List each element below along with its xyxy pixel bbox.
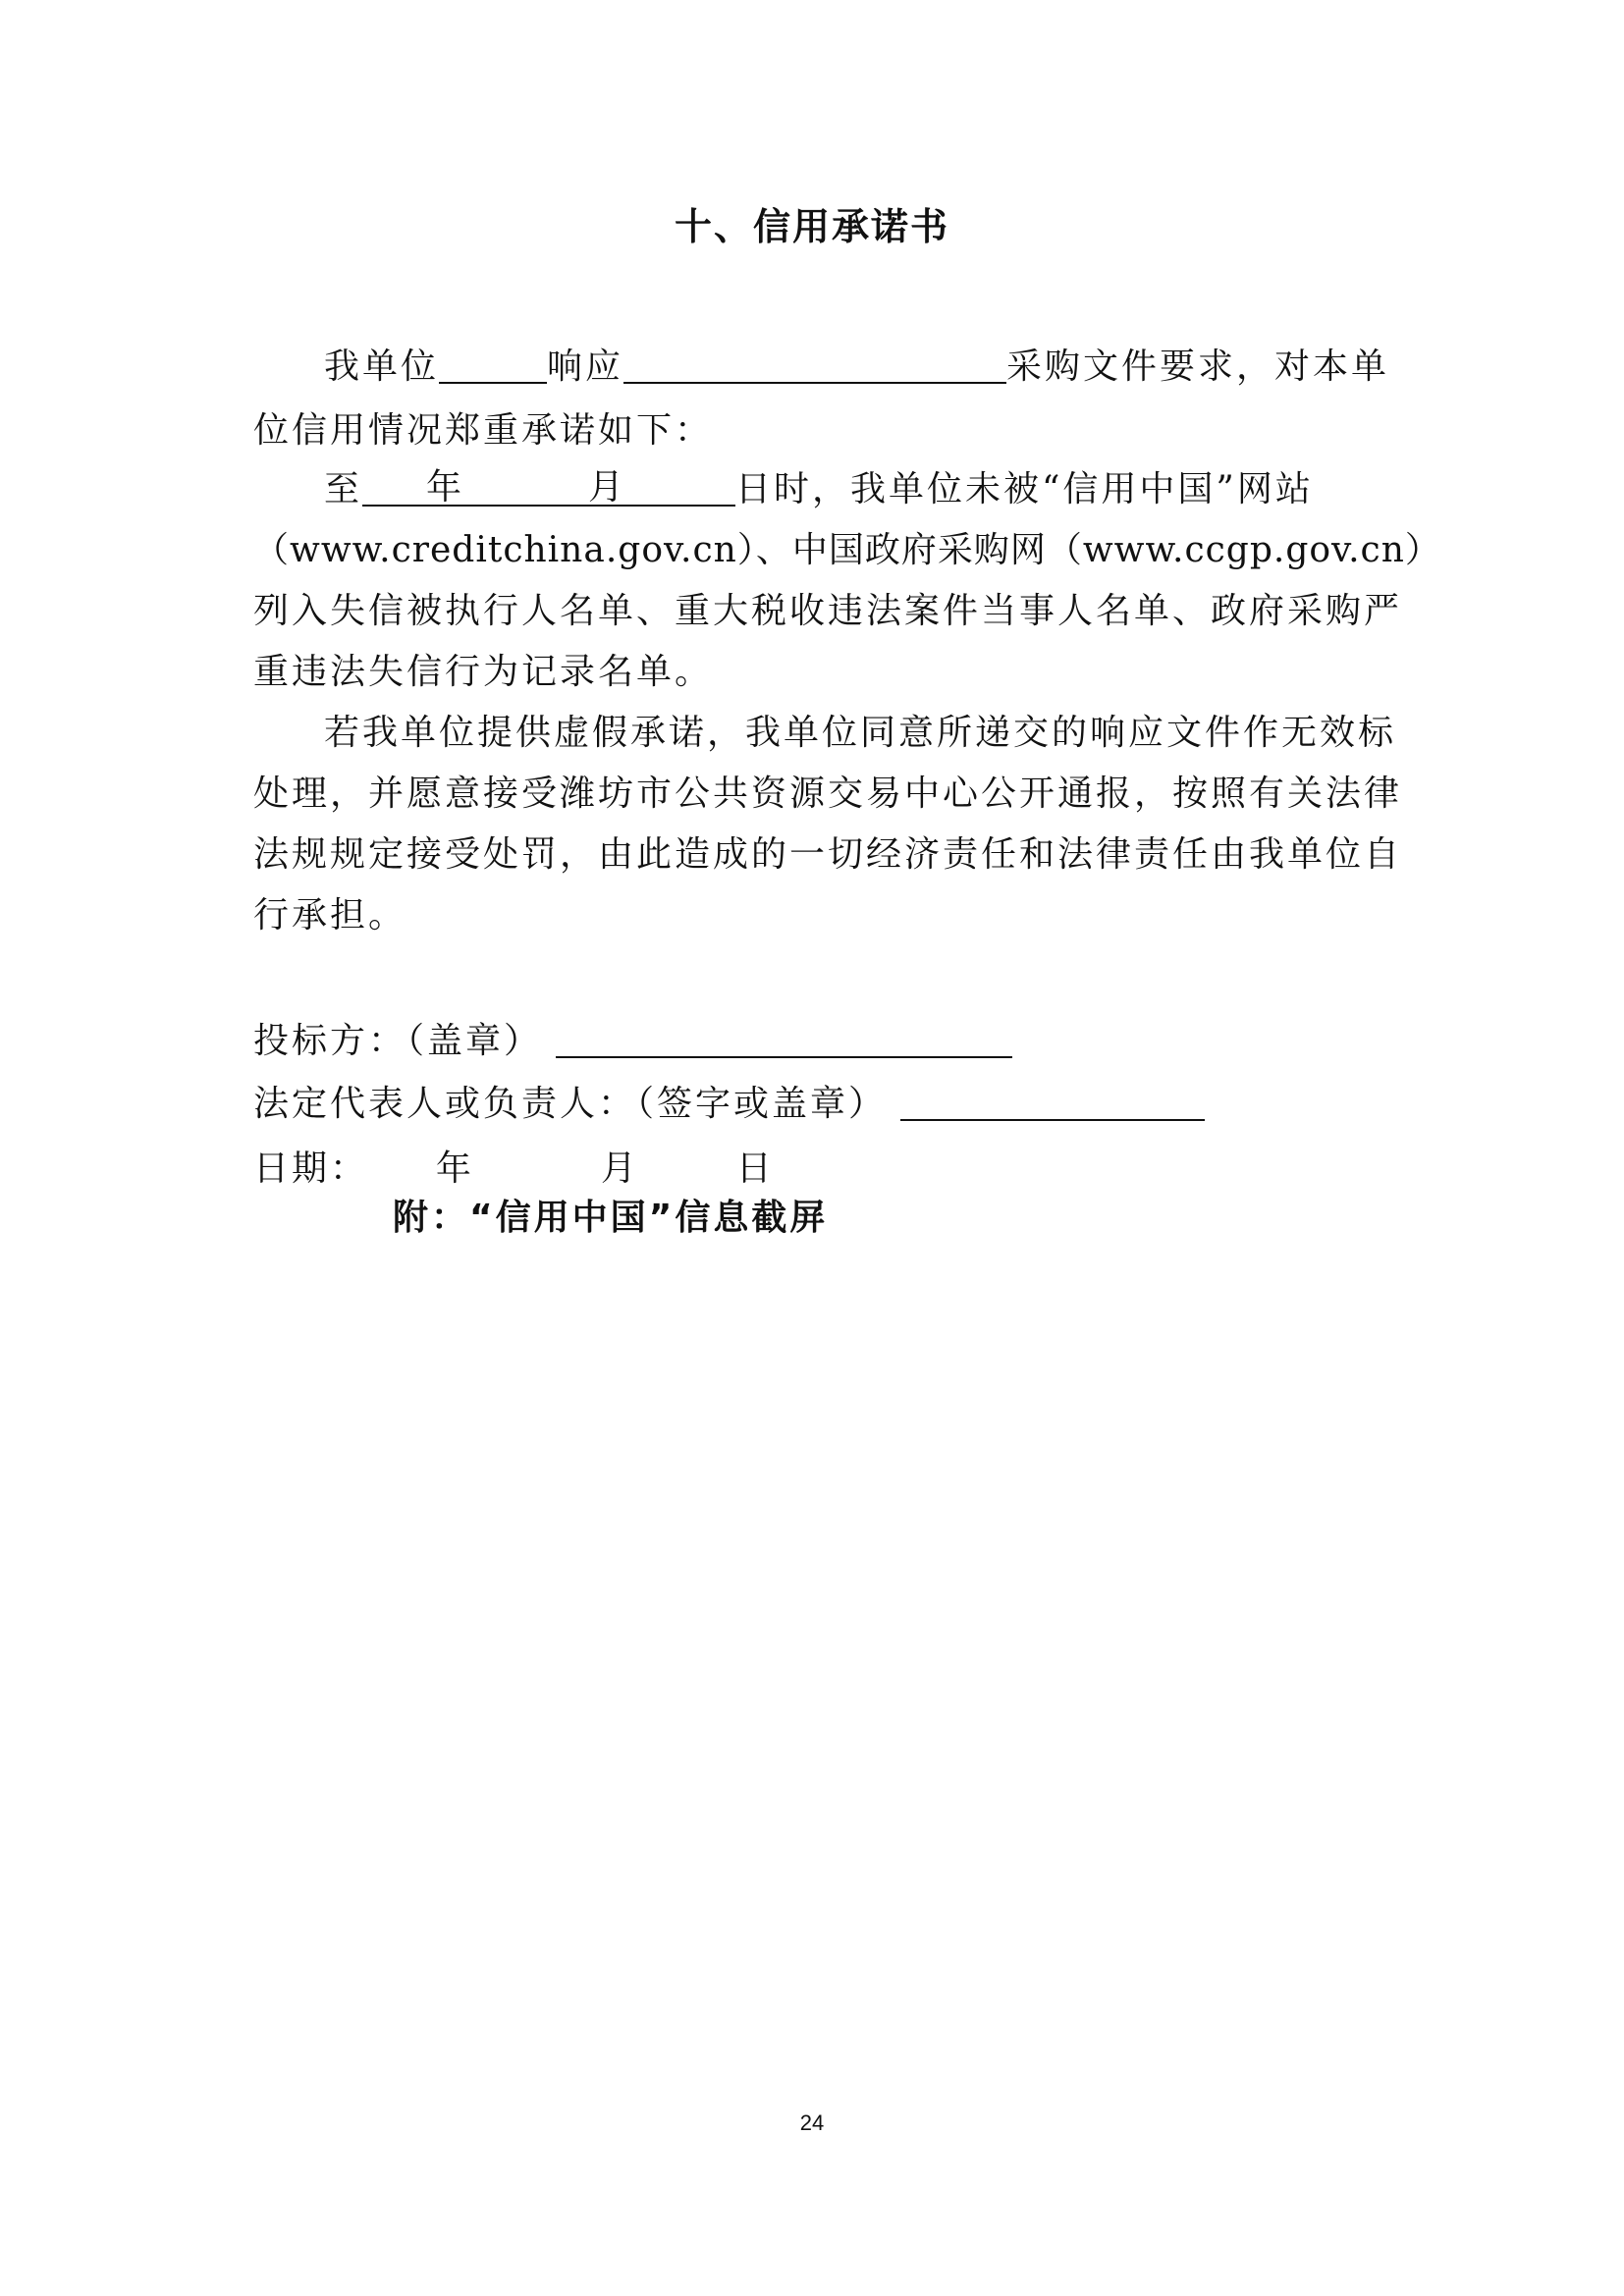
date-row — [253, 1141, 775, 1191]
para2-suffix: 日时，我单位未被“信用中国”网站 — [735, 469, 1314, 509]
para3-line4: 行承担。 — [253, 895, 407, 935]
para3-line1-text: 若我单位提供虚假承诺，我单位同意所递交的响应文件作无效标 — [324, 713, 1397, 753]
representative-label: 法定代表人或负责人：（签字或盖章） — [253, 1084, 888, 1124]
para3-line1 — [253, 705, 1397, 755]
para2-line4: 重违法失信行为记录名单。 — [253, 652, 714, 692]
para1-line2: 位信用情况郑重承诺如下： — [253, 410, 714, 451]
date-blank — [362, 465, 735, 507]
unit-name-blank — [439, 343, 547, 384]
page-number: 24 — [799, 2110, 825, 2135]
para2-line3: 列入失信被执行人名单、重大税收违法案件当事人名单、政府采购严 — [253, 591, 1403, 631]
para3-line3: 法规规定接受处罚，由此造成的一切经济责任和法律责任由我单位自 — [253, 834, 1403, 875]
para1-text-a: 我单位 — [324, 347, 440, 387]
date-day: 日 — [735, 1148, 775, 1189]
para1-text-c: 采购文件要求，对本单 — [1006, 347, 1390, 387]
para2-prefix: 至 — [324, 469, 363, 509]
para1-line1 — [253, 339, 1390, 389]
representative-row — [253, 1076, 1205, 1126]
para3-line2: 处理，并愿意接受潍坊市公共资源交易中心公开通报，按照有关法律 — [253, 774, 1403, 814]
representative-sign-blank — [900, 1080, 1205, 1121]
document-title: 十、信用承诺书 — [674, 205, 949, 248]
para2-line1 — [253, 461, 1387, 511]
bidder-stamp-blank — [556, 1017, 1012, 1058]
para2-line2: （www.creditchina.gov.cn）、中国政府采购网（www.ccgp.gov.cn） — [253, 530, 1441, 570]
attachment-note: 附：“信用中国”信息截屏 — [393, 1198, 829, 1238]
bidder-stamp-row — [253, 1013, 1012, 1063]
date-month-char: 月 — [588, 467, 627, 507]
date-year: 年 — [435, 1148, 474, 1189]
bidder-label: 投标方：（盖章） — [253, 1021, 543, 1061]
date-month: 月 — [600, 1148, 639, 1189]
date-label: 日期： — [253, 1148, 369, 1189]
date-year-char: 年 — [426, 467, 465, 507]
project-name-blank — [623, 343, 1006, 384]
para1-text-b: 响应 — [547, 347, 624, 387]
